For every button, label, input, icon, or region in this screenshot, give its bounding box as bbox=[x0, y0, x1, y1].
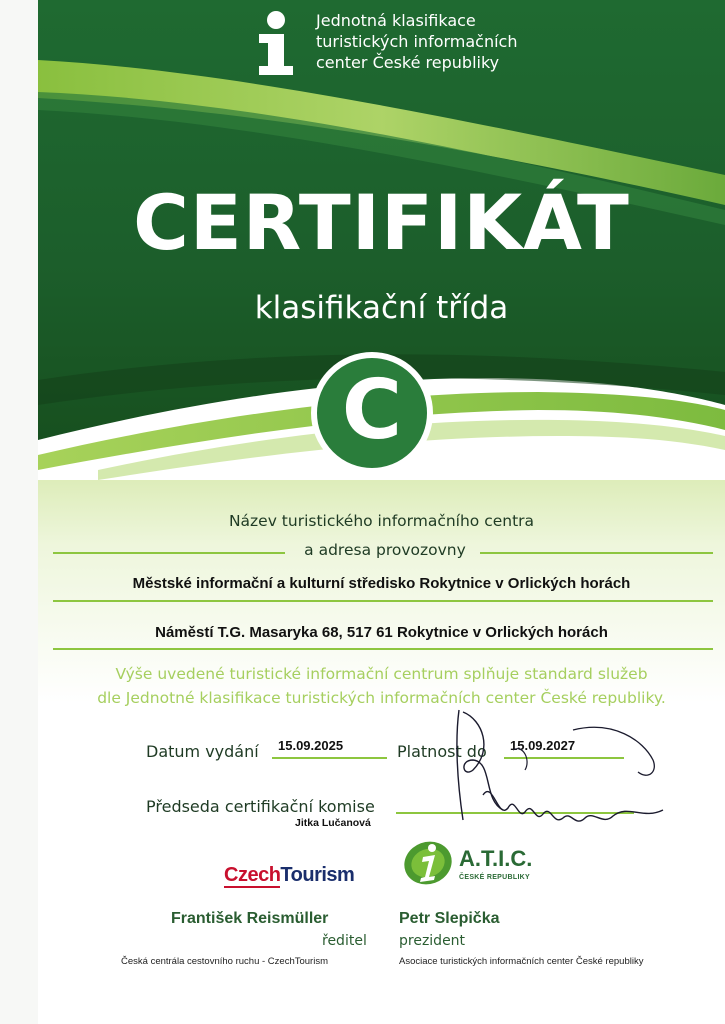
label-rule-left bbox=[53, 552, 285, 554]
name-rule bbox=[53, 600, 713, 602]
atic-logo-name: A.T.I.C. bbox=[459, 846, 533, 871]
atic-logo-icon bbox=[401, 835, 455, 889]
left-signatory-name: František Reismüller bbox=[171, 910, 329, 927]
issue-date-label: Datum vydání bbox=[146, 742, 259, 761]
right-signatory-name: Petr Slepička bbox=[399, 910, 500, 927]
valid-date-value: 15.09.2027 bbox=[510, 738, 576, 753]
statement-line2: dle Jednotné klasifikace turistických informačních center České republiky. bbox=[97, 689, 666, 707]
left-signatory-role: ředitel bbox=[322, 933, 367, 949]
center-label-line2: a adresa provozovny bbox=[304, 541, 466, 559]
classification-title bbox=[316, 10, 518, 73]
right-signatory-org: Asociace turistických informačních center České republiky bbox=[399, 956, 644, 967]
right-signatory-role: prezident bbox=[399, 933, 466, 949]
center-label-line1: Název turistického informačního centra bbox=[228, 512, 535, 530]
handwritten-signature bbox=[453, 700, 693, 840]
issue-date-rule bbox=[272, 757, 387, 759]
certificate-title: CERTIFIKÁT bbox=[133, 178, 630, 267]
classification-line-1: Jednotná klasifikace bbox=[316, 11, 476, 30]
classification-line-2: turistických informačních bbox=[316, 32, 518, 51]
classification-line-3: center České republiky bbox=[316, 53, 500, 72]
chair-label: Předseda certifikační komise bbox=[146, 797, 375, 816]
center-address: Náměstí T.G. Masaryka 68, 517 61 Rokytnice v Orlických horách bbox=[155, 624, 608, 641]
class-letter: C bbox=[341, 363, 403, 458]
center-name: Městské informační a kulturní středisko Rokytnice v Orlických horách bbox=[132, 575, 631, 592]
czechtourism-logo bbox=[224, 864, 354, 887]
left-signatory-org: Česká centrála cestovního ruchu - CzechTourism bbox=[121, 956, 328, 967]
certificate-subtitle: klasifikační třída bbox=[254, 290, 509, 326]
czechtourism-logo-czech: Czech bbox=[224, 864, 281, 886]
atic-logo-subtitle: ČESKÉ REPUBLIKY bbox=[459, 874, 531, 881]
chair-name: Jitka Lučanová bbox=[295, 817, 371, 829]
certificate-page bbox=[38, 0, 725, 1024]
issue-date-value: 15.09.2025 bbox=[278, 738, 344, 753]
info-i-icon bbox=[251, 10, 301, 76]
valid-date-label: Platnost do bbox=[397, 742, 487, 761]
label-rule-right bbox=[480, 552, 713, 554]
address-rule bbox=[53, 648, 713, 650]
czechtourism-logo-tourism: Tourism bbox=[280, 864, 355, 886]
class-badge bbox=[311, 352, 433, 474]
statement-line1: Výše uvedené turistické informační centrum splňuje standard služeb bbox=[115, 665, 648, 683]
